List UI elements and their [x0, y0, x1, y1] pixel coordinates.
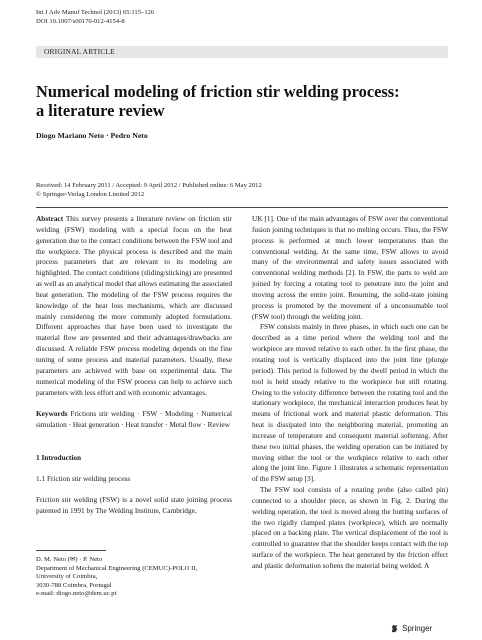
doi: DOI 10.1007/s00170-012-4154-8 — [36, 18, 125, 25]
publisher-name: Springer — [402, 624, 433, 633]
paper-title — [36, 82, 448, 120]
intro-paragraph: Friction stir welding (FSW) is a novel solid state joining process patented in 1991 by The Welding Institute, Cambridge, — [36, 494, 232, 515]
received-dates: Received: 14 February 2011 / Accepted: 9 April 2012 / Published online: 6 May 2012 — [36, 182, 262, 189]
journal-header — [36, 8, 154, 26]
article-type-label: ORIGINAL ARTICLE — [44, 47, 115, 56]
subsection-heading: 1.1 Friction stir welding process — [36, 473, 131, 483]
footnote-divider — [36, 550, 106, 551]
copyright: © Springer-Verlag London Limited 2012 — [36, 191, 145, 198]
keywords-text: Frictions stir welding · FSW · Modeling · Numerical simulation · Heat generation · Heat transfer · Metal flow · Review — [36, 409, 233, 430]
keywords-label: Keywords — [36, 409, 68, 419]
abstract-label: Abstract — [36, 214, 64, 223]
right-column — [252, 214, 448, 572]
title-line-2: a literature review — [36, 101, 165, 120]
affiliation-email: e-mail: diogo.neto@dem.uc.pt — [36, 590, 117, 598]
affiliation-dept: Department of Mechanical Engineering (CEMUC)-POLO II, — [36, 564, 198, 572]
abstract — [36, 214, 232, 398]
section-heading: 1 Introduction — [36, 453, 82, 463]
body-paragraph: FSW consists mainly in three phases, in which each one can be described as a time period where the welding tool and the workpiece are moved relative to each other. In the first phase, the rotating tool is vertically displaced into the joint line (plunge period). This period is followed by the dwell period in which the tool is held steady relative to the workpiece but still rotating. Owing to the velocity difference between the rotating tool and the stationary workpiece, the mechanical interaction produces heat by means of frictional work and material plastic deformation. This heat is dissipated into the neighboring material, promoting an increase of temperature and consequent material softening. After these two initial phases, the welding operation can be initiated by moving either the tool or the workpiece relative to each other along the joint line. Figure 1 illustrates a schematic representation of the FSW setup [3]. — [252, 322, 448, 484]
affiliation-university: University of Coimbra, — [36, 573, 98, 581]
divider — [36, 207, 448, 208]
left-column — [36, 214, 232, 516]
springer-horse-icon — [390, 624, 399, 633]
affiliation-names: D. M. Neto (✉) · P. Neto — [36, 556, 103, 563]
abstract-text: This survey presents a literature review on friction stir welding (FSW) modeling with a special focus on the heat generation due to the contact conditions between the FSW tool and the workpiece. The physical process is described and the main process parameters that are relevant to its modeling are highlighted. The contact conditions (sliding/sticking) are presented as well as an analytical model that allows estimating the associated heat generation. The modeling of the FSW process requires the knowledge of the heat loss mechanisms, which are discussed mainly considering the more commonly adopted formulations. Different approaches that have been used to investigate the material flow are presented and their advantages/drawbacks are discussed. A reliable FSW process modeling depends on the fine tuning of some process and material parameters. Usually, these parameters are achieved with base on experimental data. The numerical modeling of the FSW process can help to achieve such parameters with less effort and with economic advantages. — [36, 214, 232, 397]
affiliation-city: 3030-788 Coimbra, Portugal — [36, 581, 112, 589]
body-paragraph: The FSW tool consists of a rotating probe (also called pin) connected to a shoulder piece, as shown in Fig. 2. During the welding operation, the tool is moved along the butting surfaces of the two rigidly clamped plates (workpiece), which are normally placed on a backing plate. The vertical displacement of the tool is controlled to guarantee that the shoulder keeps contact with the top surface of the workpiece. The heat generated by the friction effect and plastic deformation softens the material being welded. A — [252, 485, 448, 570]
journal-citation: Int J Adv Manuf Technol (2013) 65:115–126 — [36, 9, 155, 16]
body-paragraph: UK [1]. One of the main advantages of FSW over the conventional fusion joining techniques is that no melting occurs. Thus, the FSW process is performed at much lower temperatures than the conventional welding. At the same time, FSW allows to avoid many of the environmental and safety issues associated with conventional welding methods [2]. In FSW, the parts to weld are joined by forcing a rotating tool to penetrate into the joint and moving across the entire joint. Resuming, the solid-state joining process is promoted by the movement of a unconsumable tool (FSW tool) through the welding joint. — [252, 214, 448, 321]
publisher-logo — [390, 624, 432, 633]
publication-dates — [36, 181, 262, 199]
title-line-1: Numerical modeling of friction stir welding process: — [36, 82, 400, 101]
article-type-badge — [36, 46, 448, 58]
authors: Diogo Mariano Neto · Pedro Neto — [36, 131, 148, 140]
keywords — [36, 409, 232, 431]
author-affiliation — [36, 556, 197, 599]
